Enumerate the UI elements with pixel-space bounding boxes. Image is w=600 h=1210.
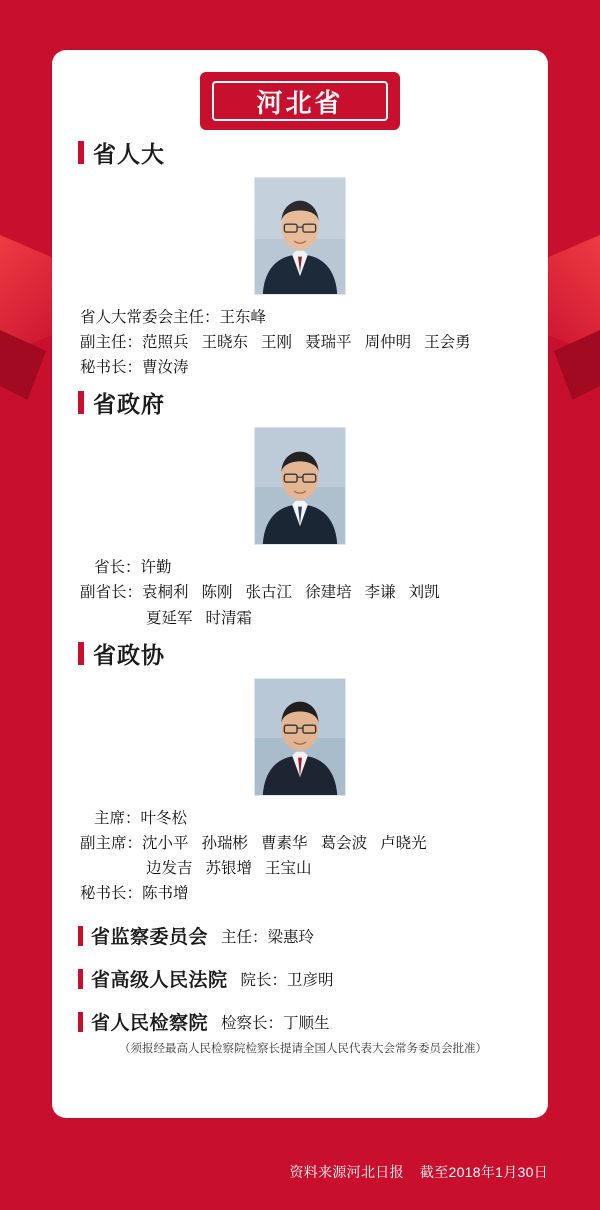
list-item — [80, 856, 522, 881]
row-label: 主席： — [94, 809, 141, 827]
list-item — [80, 330, 522, 355]
portrait-row-2 — [78, 427, 522, 545]
card-content — [52, 108, 548, 1118]
row-label: 副省长： — [80, 584, 143, 602]
list-item — [80, 881, 522, 906]
row-names: 沈小平 孙瑞彬 曹素华 葛会波 卢晓光 — [142, 834, 427, 852]
portrait-row-3 — [78, 678, 522, 796]
red-bar-icon — [78, 969, 83, 989]
row-names: 夏延军 时清霜 — [146, 609, 253, 627]
list-item — [80, 580, 522, 605]
info-card — [52, 50, 548, 1118]
mini-section-value: 主任：梁惠玲 — [221, 928, 315, 946]
avatar — [254, 177, 346, 295]
province-banner — [200, 72, 400, 130]
rows-provincial-government — [78, 555, 522, 630]
footnote: （须报经最高人民检察院检察长提请全国人民代表大会常务委员会批准） — [119, 1043, 487, 1056]
row-label: 秘书长： — [80, 359, 143, 377]
footer — [289, 1162, 548, 1182]
row-names: 范照兵 王晓东 王刚 聂瑞平 周仲明 王会勇 — [142, 334, 471, 352]
mini-section-value: 检察长：丁顺生 — [221, 1014, 330, 1032]
list-item — [80, 355, 522, 380]
red-bar-icon — [78, 642, 84, 665]
red-bar-icon — [78, 926, 83, 946]
list-item — [80, 806, 522, 831]
section-heading-people-congress — [78, 136, 522, 169]
section-heading-cppcc — [78, 637, 522, 670]
list-item — [80, 831, 522, 856]
footer-source: 资料来源河北日报 — [289, 1164, 404, 1180]
red-bar-icon — [78, 141, 84, 164]
rows-cppcc — [78, 806, 522, 906]
row-names: 曹汝涛 — [142, 359, 189, 377]
row-names: 王东峰 — [219, 309, 267, 326]
section-title: 省人大 — [93, 141, 165, 167]
section-title: 省政协 — [93, 641, 165, 668]
row-label: 省人大常委会主任： — [80, 309, 220, 326]
row-names: 袁桐利 陈刚 张古江 徐建培 李谦 刘凯 — [142, 584, 440, 602]
row-names: 边发吉 苏银增 王宝山 — [146, 859, 312, 877]
section-high-court — [78, 965, 522, 992]
banner-border — [212, 81, 388, 121]
footer-date: 截至2018年1月30日 — [419, 1164, 548, 1180]
row-names: 叶冬松 — [140, 809, 188, 827]
mini-section-value: 院长：卫彦明 — [240, 971, 334, 989]
section-heading-provincial-government — [78, 386, 522, 419]
row-label: 副主任： — [80, 334, 143, 352]
mini-section-title: 省监察委员会 — [91, 927, 209, 949]
section-procuratorate — [78, 1008, 522, 1035]
red-bar-icon — [78, 1012, 83, 1032]
row-names: 许勤 — [140, 559, 172, 577]
list-item — [80, 606, 522, 631]
avatar — [254, 427, 346, 545]
rows-people-congress — [78, 305, 522, 380]
mini-section-title: 省高级人民法院 — [91, 970, 228, 992]
portrait-row-1 — [78, 177, 522, 295]
row-label: 秘书长： — [80, 884, 143, 902]
row-label: 副主席： — [80, 834, 143, 852]
ribbon-right-shadow-shape — [554, 330, 600, 400]
avatar — [254, 678, 346, 796]
page-title: 河北省 — [256, 87, 344, 118]
row-label: 省长： — [94, 559, 141, 577]
section-supervisory-commission — [78, 922, 522, 949]
ribbon-left-shadow-shape — [0, 330, 46, 400]
list-item — [80, 305, 522, 330]
section-title: 省政府 — [93, 391, 165, 418]
row-names: 陈书增 — [142, 884, 189, 902]
mini-section-title: 省人民检察院 — [91, 1013, 209, 1035]
red-bar-icon — [78, 391, 84, 414]
list-item — [80, 555, 522, 580]
